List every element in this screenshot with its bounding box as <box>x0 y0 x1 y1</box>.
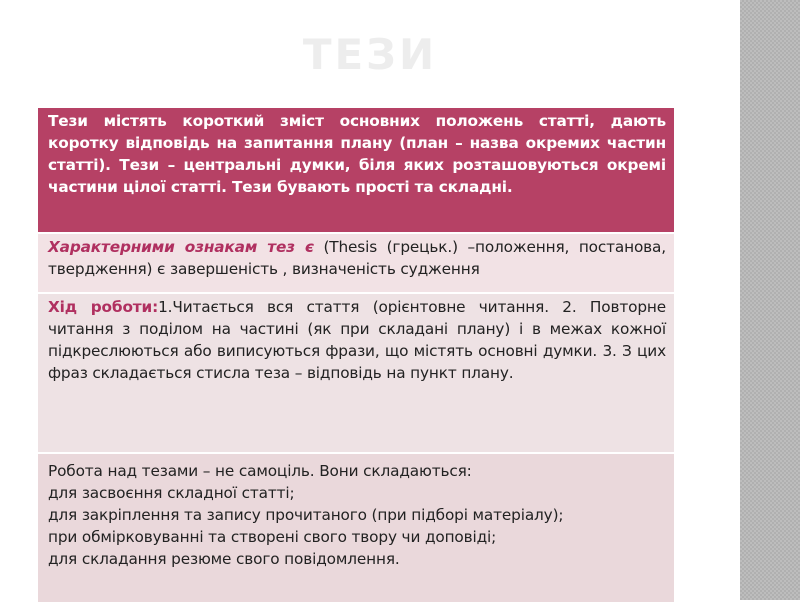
header-text: Тези містять короткий зміст основних положень статті, дають коротку відповідь на запитання плану (план – назва окремих частин статті). Тези – центральні думки, біля яких розташовуються окремі частини цілої статті. Тези бувають прості та складні. <box>48 112 666 196</box>
row-keyword: Характерними ознакам тез є <box>48 238 314 256</box>
table-row-workflow <box>38 294 674 452</box>
decorative-side-strip <box>740 0 800 600</box>
purpose-line: для складання резюме свого повідомлення. <box>48 550 400 568</box>
table-row-characteristics <box>38 234 674 292</box>
purpose-line: для засвоєння складної статті; <box>48 484 295 502</box>
row-text: (Thesis (грецьк.) –положення, постанова, твердження) є завершеність , визначеність судження <box>48 238 666 278</box>
row-text: 1.Читається вся стаття (орієнтовне читання. 2. Повторне читання з поділом на частині (як при складані плану) і в межах кожної підкреслюються або виписуються фрази, що містять основні думки. 3. З цих фраз складається стисла теза – відповідь на пункт плану. <box>48 298 666 382</box>
purpose-line: при обмірковуванні та створені свого твору чи доповіді; <box>48 528 497 546</box>
table-row-purposes <box>38 454 674 602</box>
content-table <box>38 108 674 602</box>
row-keyword: Хід роботи: <box>48 298 159 316</box>
table-header-row <box>38 108 674 232</box>
purpose-line: для закріплення та запису прочитаного (при підборі матеріалу); <box>48 506 564 524</box>
purpose-line: Робота над тезами – не самоціль. Вони складаються: <box>48 462 472 480</box>
slide-title: ТЕЗИ <box>302 30 438 79</box>
